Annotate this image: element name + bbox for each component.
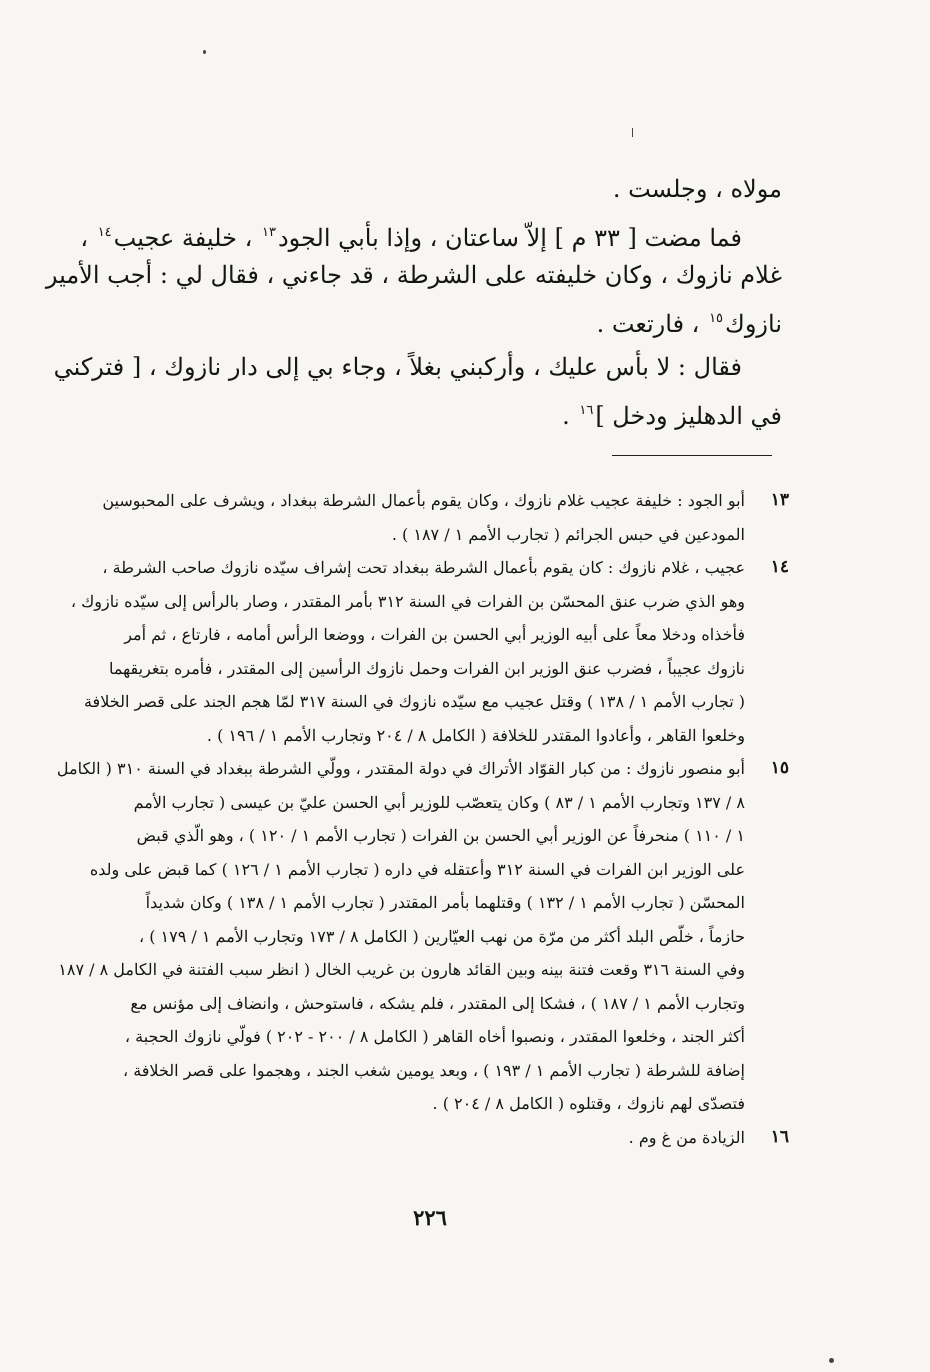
footnote-15 bbox=[56, 752, 789, 1121]
footnote-separator-rule bbox=[612, 455, 772, 456]
main-text-line: في الدهليز ودخل ]$^{١٦}$ . bbox=[562, 402, 782, 430]
footnote-reference[interactable]: ١٣ bbox=[261, 225, 276, 240]
footnote-line: أبو الجود : خليفة عجيب غلام نازوك ، وكان يقوم بأعمال الشرطة ببغداد ، ويشرف على المحبوسين bbox=[102, 491, 745, 510]
footnotes-block bbox=[56, 484, 789, 1154]
footnote-line: المحسّن ( تجارب الأمم ١ / ١٣٢ ) وقتلهما بأمر المقتدر ( تجارب الأمم ١ / ١٣٨ ) وكان شديداً bbox=[145, 893, 745, 912]
footnote-line: فأخذاه ودخلا معاً على أبيه الوزير أبي الحسن بن الفرات ، ووضعا الرأس أمامه ، فارتاع ، ثم أمر bbox=[124, 625, 745, 644]
main-text-line: نازوك$^{١٥}$ ، فارتعت . bbox=[596, 310, 782, 338]
footnote-line: ٨ / ١٣٧ وتجارب الأمم ١ / ٨٣ ) وكان يتعصّب للوزير أبي الحسن عليّ بن عيسى ( تجارب الأمم bbox=[133, 792, 745, 812]
footnote-number: ١٤ bbox=[770, 557, 789, 577]
footnote-line: أبو منصور نازوك : من كبار القوّاد الأتراك في دولة المقتدر ، وولّي الشرطة ببغداد في السنة ٣١٠ ( الكامل bbox=[56, 759, 745, 778]
scan-speck bbox=[829, 1358, 834, 1363]
footnote-line: وهو الذي ضرب عنق المحسّن بن الفرات في السنة ٣١٢ بأمر المقتدر ، وصار بالرأس إلى سيّده نازوك ، bbox=[70, 591, 745, 611]
footnote-reference[interactable]: ١٥ bbox=[709, 311, 724, 326]
footnote-line: ( تجارب الأمم ١ / ١٣٨ ) وقتل عجيب مع سيّده نازوك في السنة ٣١٧ لمّا هجم الجند على قصر الخلافة bbox=[83, 692, 745, 711]
footnote-number: ١٥ bbox=[770, 758, 789, 778]
footnote-line: ١ / ١١٠ ) منحرفاً عن الوزير أبي الحسن بن الفرات ( تجارب الأمم ١ / ١٢٠ ) ، وهو الّذي قبض bbox=[136, 826, 745, 845]
footnote-line: الزيادة من غ وم . bbox=[628, 1127, 745, 1147]
main-text-line: فقال : لا بأس عليك ، وأركبني بغلاً ، وجاء بي إلى دار نازوك ، [ فتركني bbox=[53, 353, 742, 381]
footnote-16 bbox=[104, 1121, 789, 1155]
footnote-line: نازوك عجيباً ، فضرب عنق الوزير ابن الفرات وحمل نازوك الرأسين إلى المقتدر ، فأمره بتغريقهما bbox=[109, 658, 745, 678]
main-text-line: غلام نازوك ، وكان خليفته على الشرطة ، قد جاءني ، فقال لي : أجب الأمير bbox=[45, 261, 782, 289]
footnote-14 bbox=[70, 551, 789, 752]
main-text-block bbox=[45, 168, 782, 432]
main-text-line: فما مضت [ ٣٣ م ] إلاّ ساعتان ، وإذا بأبي الجود$^{١٣}$ ، خليفة عجيب$^{١٤}$ ، bbox=[80, 224, 742, 252]
footnote-reference[interactable]: ١٤ bbox=[97, 225, 112, 240]
main-text-line: مولاه ، وجلست . bbox=[612, 175, 782, 203]
footnote-reference[interactable]: ١٦ bbox=[579, 403, 594, 418]
footnote-number: ١٦ bbox=[770, 1126, 789, 1147]
scan-speck bbox=[632, 128, 633, 137]
footnote-line: حازماً ، خلّص البلد أكثر من مرّة من نهب العيّارين ( الكامل ٨ / ١٧٣ وتجارب الأمم ١ / ١٧٩ ) ، bbox=[138, 926, 745, 946]
scan-speck bbox=[203, 50, 206, 54]
footnote-line: إضافة للشرطة ( تجارب الأمم ١ / ١٩٣ ) ، وبعد يومين شغب الجند ، وهجموا على قصر الخلافة ، bbox=[122, 1060, 745, 1080]
footnote-line: وتجارب الأمم ١ / ١٨٧ ) ، فشكا إلى المقتدر ، فلم يشكه ، فاستوحش ، وانضاف إلى مؤنس مع bbox=[130, 993, 745, 1013]
footnote-line: أكثر الجند ، وخلعوا المقتدر ، ونصبوا أخاه القاهر ( الكامل ٨ / ٢٠٠ - ٢٠٢ ) فولّي نازوك الحجبة ، bbox=[124, 1027, 745, 1046]
page-number: ٢٢٦ bbox=[413, 1205, 447, 1230]
footnote-line: فتصدّى لهم نازوك ، وقتلوه ( الكامل ٨ / ٢٠٤ ) . bbox=[432, 1094, 745, 1113]
footnote-line: المودعين في حبس الجرائم ( تجارب الأمم ١ / ١٨٧ ) . bbox=[391, 524, 745, 544]
footnote-line: عجيب ، غلام نازوك : كان يقوم بأعمال الشرطة ببغداد تحت إشراف سيّده نازوك صاحب الشرطة ، bbox=[102, 558, 745, 577]
footnote-13 bbox=[104, 484, 789, 551]
footnote-number: ١٣ bbox=[770, 490, 789, 510]
footnote-line: وخلعوا القاهر ، وأعادوا المقتدر للخلافة ( الكامل ٨ / ٢٠٤ وتجارب الأمم ١ / ١٩٦ ) . bbox=[206, 725, 745, 745]
footnote-line: على الوزير ابن الفرات في السنة ٣١٢ وأعتقله في داره ( تجارب الأمم ١ / ١٢٦ ) كما قبض على ولده bbox=[89, 859, 745, 879]
footnote-line: وفي السنة ٣١٦ وقعت فتنة بينه وبين القائد هارون بن غريب الخال ( انظر سبب الفتنة في الكامل ٨ / ١٨٧ bbox=[58, 960, 745, 979]
